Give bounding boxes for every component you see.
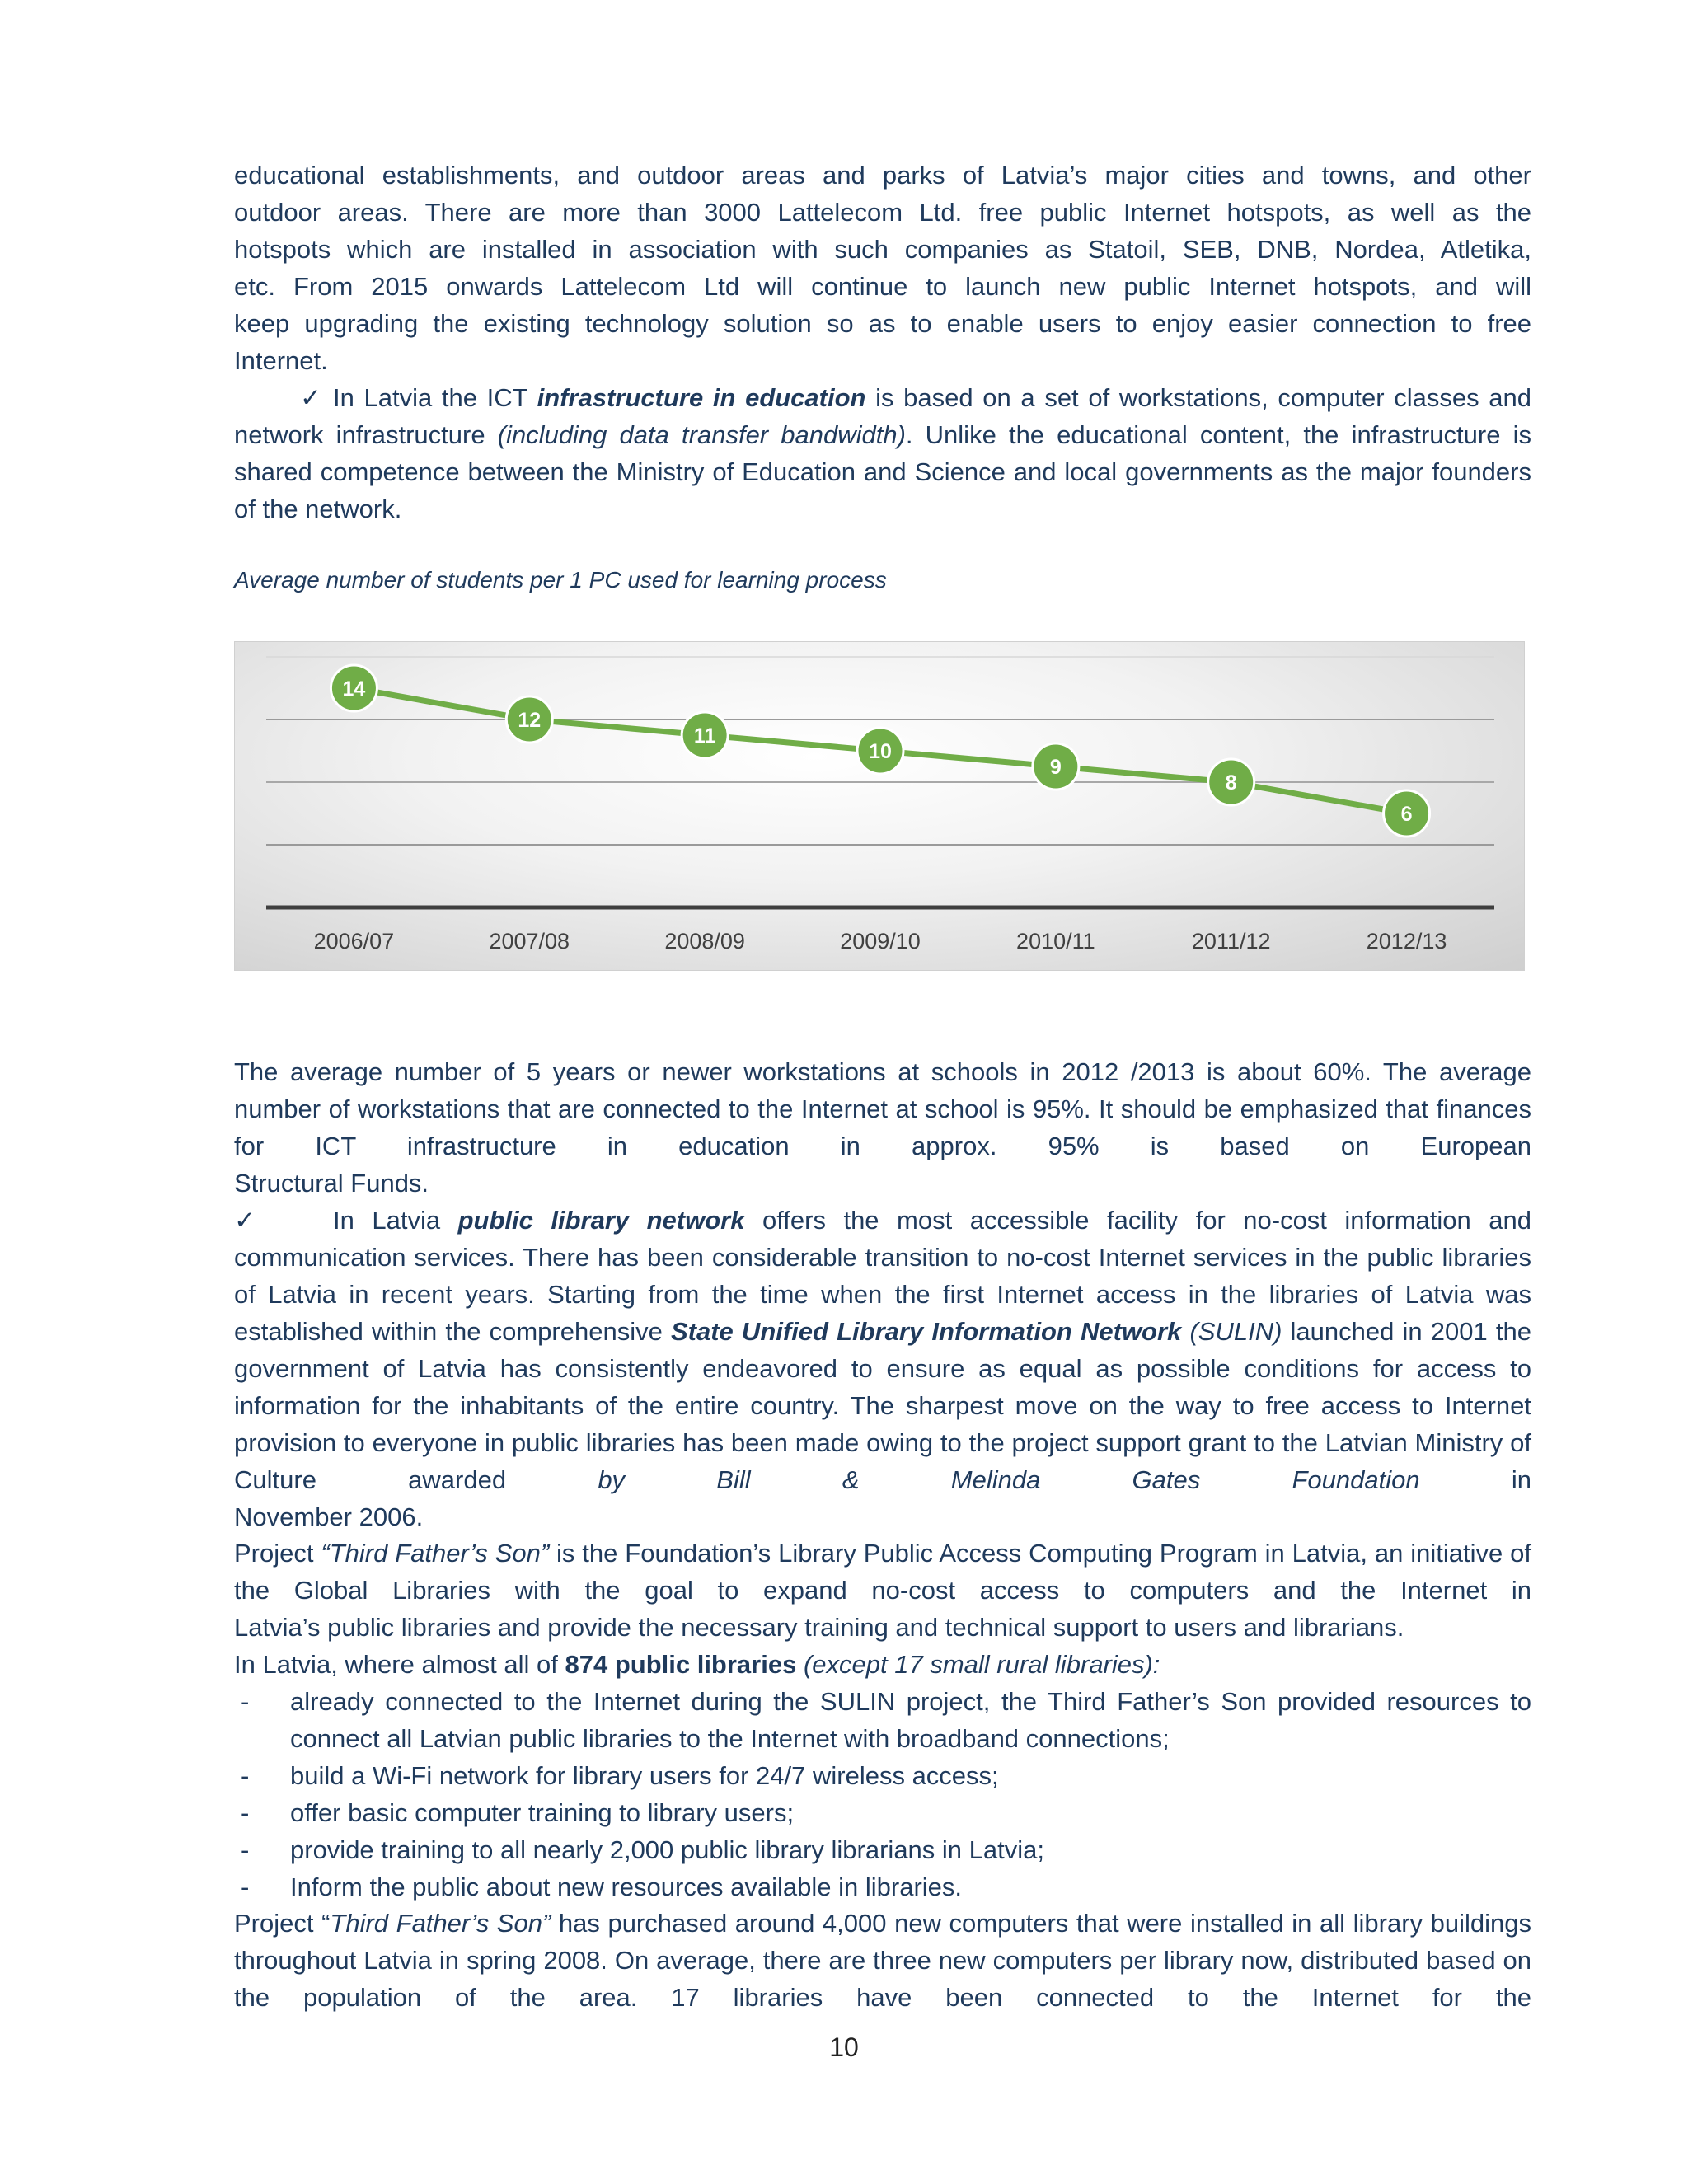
text-run: Project xyxy=(234,1539,321,1568)
text-run: Project “ xyxy=(234,1909,331,1938)
list-item-text: build a Wi-Fi network for library users for 24/7 wireless access; xyxy=(290,1761,999,1790)
data-label: 10 xyxy=(869,740,892,763)
paragraph-last-line: November 2006. xyxy=(234,1502,424,1531)
list-item-text: provide training to all nearly 2,000 public library librarians in Latvia; xyxy=(290,1835,1044,1864)
x-tick-label: 2011/12 xyxy=(1191,929,1271,954)
checkmark-icon: ✓ xyxy=(234,1206,256,1235)
text-line: hotspots which are installed in association with such companies as Statoil, SEB, DNB, Nordea, Atletika, xyxy=(234,235,1531,264)
public-libraries-intro xyxy=(234,1646,1531,1683)
data-label: 11 xyxy=(693,724,716,748)
text-run: offers the most accessible facility for no-cost information and communication services. There has been considerable transition to no-cost Internet services in the public libraries of Latvia in recent years. Starting from the time when the first Internet access in the libraries of Latvia was established within the comprehensive xyxy=(234,1206,1531,1346)
list-item xyxy=(234,1794,1531,1831)
dash-bullet: - xyxy=(241,1835,250,1864)
paragraph-last-line: Structural Funds. xyxy=(234,1169,429,1197)
x-tick-label: 2010/11 xyxy=(1016,929,1095,954)
project-goals-list xyxy=(234,1683,1531,1905)
italic-note: by Bill & Melinda Gates Foundation xyxy=(598,1465,1420,1494)
chart-caption: Average number of students per 1 PC used for learning process xyxy=(234,567,887,593)
italic-note: “Third Father’s Son” xyxy=(321,1539,550,1568)
paragraph-text xyxy=(234,1202,1531,1498)
checkmark-icon: ✓ xyxy=(300,383,321,412)
italic-note: (SULIN) xyxy=(1189,1317,1282,1346)
text-run: launched in 2001 the government of Latvia has consistently endeavored to ensure as equal as possible conditions for access to information for the inhabitants of the entire country. The sharpest move on the way to free access to Internet provision to everyone in public libraries has been made owing to the project support grant to the Latvian Ministry of Culture awarded xyxy=(234,1317,1531,1494)
list-item-text: already connected to the Internet during the SULIN project, the Third Father’s Son provided resources to connect all Latvian public libraries to the Internet with broadband connections; xyxy=(290,1687,1531,1753)
italic-note: (except 17 small rural libraries): xyxy=(803,1650,1160,1679)
x-tick-label: 2012/13 xyxy=(1366,929,1447,954)
text-run xyxy=(1181,1317,1189,1346)
text-line: Internet. xyxy=(234,346,328,375)
intro-paragraph xyxy=(234,157,1531,379)
text-run: In Latvia, where almost all of xyxy=(234,1650,565,1679)
text-run: is the Foundation’s Library Public Access Computing Program in Latvia, an initiative of the Global Libraries with the goal to expand no-cost access to computers and the Internet in xyxy=(234,1539,1531,1605)
text-run: is based on a set of workstations, computer classes and network infrastructure xyxy=(234,383,1532,449)
text-run: in xyxy=(1419,1465,1531,1494)
list-item xyxy=(234,1868,1531,1905)
line-chart xyxy=(234,641,1525,971)
italic-note: Third Father’s Son” xyxy=(330,1909,551,1938)
emphasis-term: public library network xyxy=(457,1206,745,1235)
data-label: 14 xyxy=(342,677,366,701)
dash-bullet: - xyxy=(241,1761,250,1790)
text-line: keep upgrading the existing technology solution so as to enable users to enjoy easier connection to free xyxy=(234,309,1531,338)
x-tick-label: 2007/08 xyxy=(489,929,570,954)
paragraph-text xyxy=(234,1905,1531,2016)
text-run: . Unlike the educational content, the infrastructure is shared competence between the Ministry of Education and Science and local governments as the major founders of the network. xyxy=(234,420,1531,523)
page-number: 10 xyxy=(829,2032,859,2062)
x-tick-label: 2006/07 xyxy=(313,929,395,954)
text-run xyxy=(796,1650,804,1679)
dash-bullet: - xyxy=(241,1798,250,1827)
dash-bullet: - xyxy=(241,1872,250,1901)
list-item xyxy=(234,1831,1531,1868)
text-line: educational establishments, and outdoor areas and parks of Latvia’s major cities and towns, and other xyxy=(234,161,1531,190)
workstations-paragraph xyxy=(234,1053,1531,1202)
emphasis-term: infrastructure in education xyxy=(537,383,866,412)
dash-bullet: - xyxy=(241,1687,250,1716)
text-run: In Latvia the ICT xyxy=(333,383,537,412)
list-item xyxy=(234,1757,1531,1794)
list-item xyxy=(234,1683,1531,1757)
x-tick-label: 2008/09 xyxy=(664,929,745,954)
ict-infrastructure-paragraph xyxy=(234,379,1531,527)
third-fathers-son-paragraph xyxy=(234,1535,1531,1646)
chart-canvas xyxy=(235,642,1526,972)
paragraph-text xyxy=(234,1646,1531,1683)
paragraph-last-line: Latvia’s public libraries and provide the necessary training and technical support to users and librarians. xyxy=(234,1613,1404,1642)
library-network-paragraph xyxy=(234,1202,1531,1535)
paragraph-text xyxy=(234,379,1531,527)
italic-note: (including data transfer bandwidth) xyxy=(497,420,906,449)
data-label: 9 xyxy=(1049,756,1062,779)
paragraph-text: The average number of 5 years or newer workstations at schools in 2012 /2013 is about 60%. The average number of workstations that are connected to the Internet at school is 95%. It should be emphasized that finances for ICT infrastructure in education in approx. 95% is based on European xyxy=(234,1057,1531,1160)
text-run: has purchased around 4,000 new computers that were installed in all library buildings throughout Latvia in spring 2008. On average, there are three new computers per library now, distributed based on the population of the area. 17 libraries have been connected to the Internet for the xyxy=(234,1909,1531,2012)
bold-count: 874 public libraries xyxy=(565,1650,797,1679)
data-label: 8 xyxy=(1225,771,1237,794)
text-line: etc. From 2015 onwards Lattelecom Ltd will continue to launch new public Internet hotspots, and will xyxy=(234,272,1531,301)
text-run: In Latvia xyxy=(333,1206,458,1235)
list-item-text: Inform the public about new resources available in libraries. xyxy=(290,1872,963,1901)
x-tick-label: 2009/10 xyxy=(840,929,921,954)
list-item-text: offer basic computer training to library users; xyxy=(290,1798,795,1827)
paragraph-text xyxy=(234,1535,1531,1609)
text-line: outdoor areas. There are more than 3000 Lattelecom Ltd. free public Internet hotspots, as well as the xyxy=(234,198,1531,227)
emphasis-term: State Unified Library Information Network xyxy=(670,1317,1182,1346)
data-label: 12 xyxy=(518,709,542,732)
data-label: 6 xyxy=(1400,803,1413,826)
computers-purchase-paragraph xyxy=(234,1905,1531,2016)
